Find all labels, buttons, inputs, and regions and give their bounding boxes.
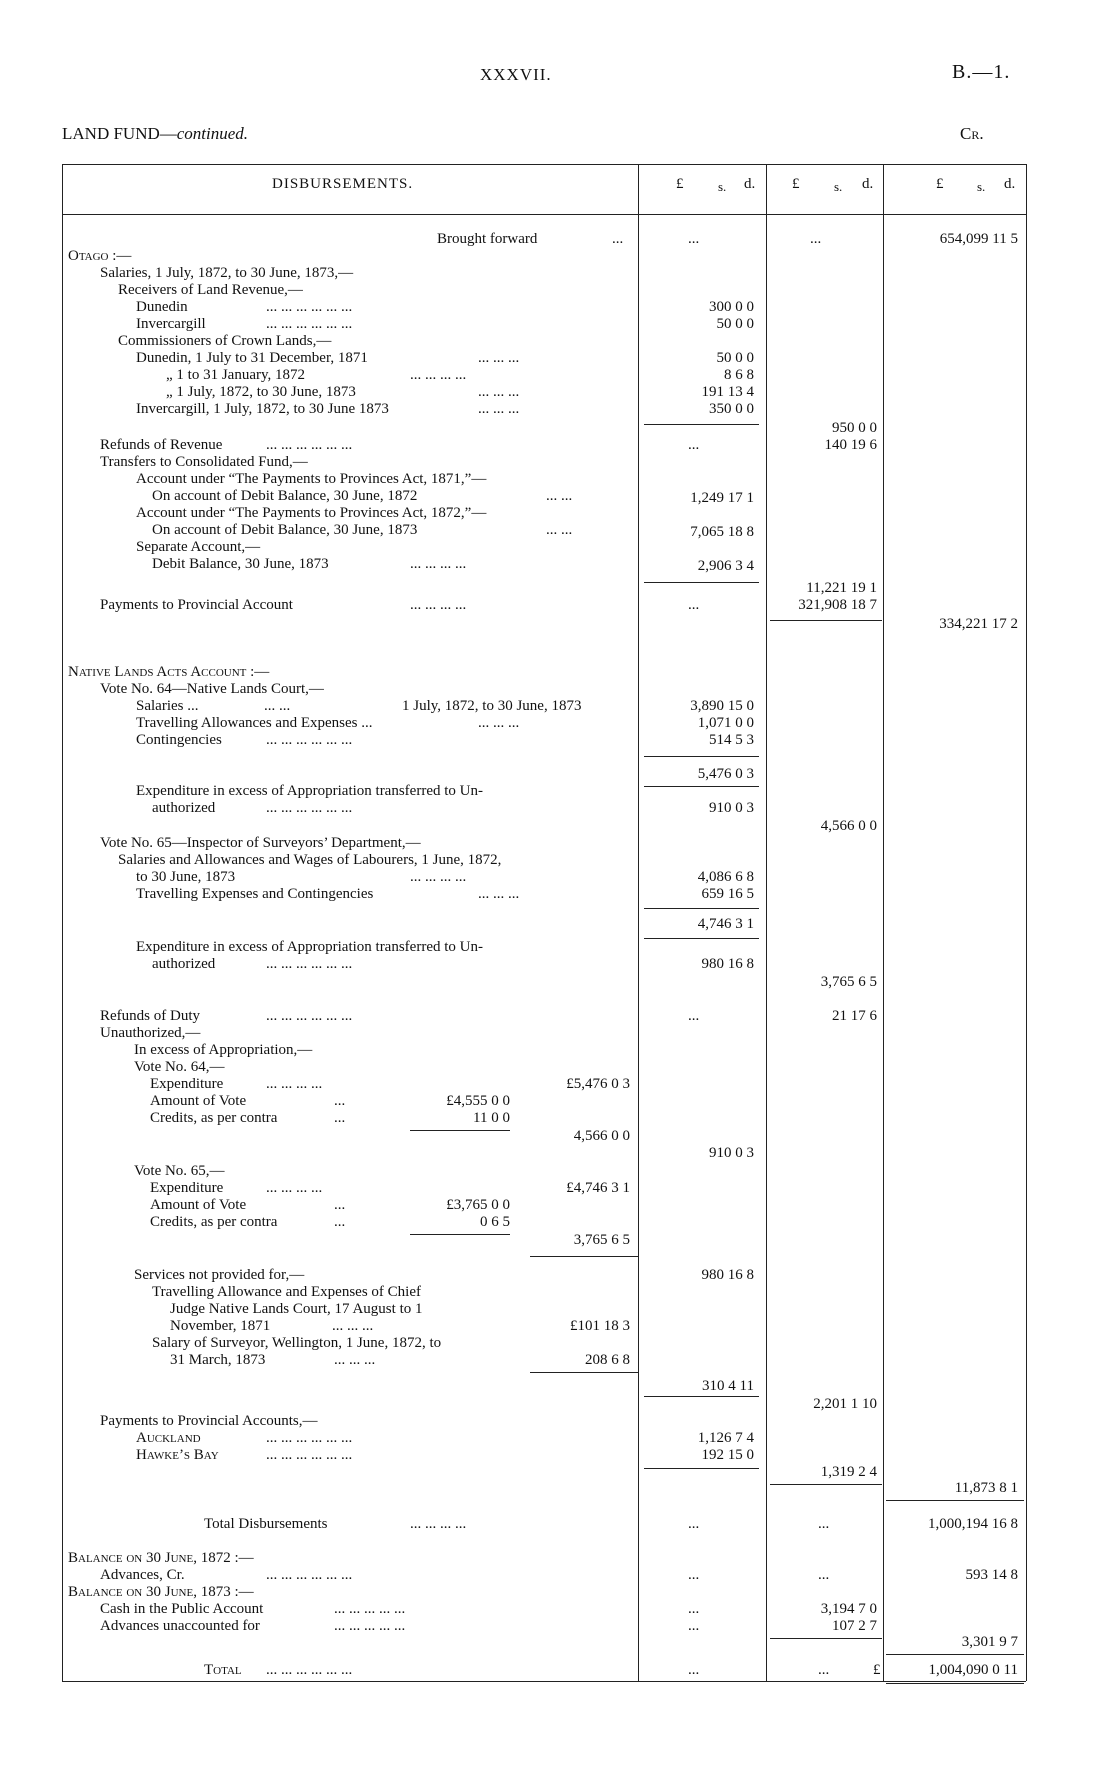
- amount: 107 2 7: [832, 1618, 877, 1634]
- line-label: Hawke’s Bay: [136, 1447, 219, 1463]
- amount: 3,301 9 7: [961, 1634, 1018, 1650]
- col1-dots: ...: [688, 1516, 700, 1532]
- leader-dots: ... ... ... ... ...: [334, 1601, 406, 1617]
- line-label: Account under “The Payments to Provinces Act, 1871,”—: [136, 471, 487, 487]
- subtotal-rule: [530, 1256, 638, 1257]
- leader-dots: ... ... ... ... ... ...: [266, 1662, 353, 1678]
- leader-dots: ... ... ... ...: [266, 1180, 323, 1196]
- subtotal-rule: [886, 1654, 1024, 1655]
- line-label: Vote No. 65,—: [134, 1163, 225, 1179]
- section-heading-native-lands: Native Lands Acts Account :—: [68, 664, 270, 680]
- subtotal-rule: [644, 1396, 759, 1397]
- leader-dots: ... ... ... ... ... ...: [266, 800, 353, 816]
- col1-d-header: d.: [744, 176, 756, 192]
- col1-dots: ...: [688, 231, 700, 247]
- line-label: Refunds of Revenue: [100, 437, 223, 453]
- line-label: 31 March, 1873: [170, 1352, 266, 1368]
- leader-dots: ... ... ... ... ... ...: [266, 1567, 353, 1583]
- col1-pound-header: £: [676, 176, 684, 192]
- column-divider-2: [766, 164, 767, 1681]
- leader-dots: ... ... ... ...: [410, 367, 467, 383]
- col3-d-header: d.: [1004, 176, 1016, 192]
- line-label: Services not provided for,—: [134, 1267, 305, 1283]
- amount: 4,746 3 1: [697, 916, 754, 932]
- amount: £4,746 3 1: [566, 1180, 630, 1196]
- line-label: Expenditure in excess of Appropriation transferred to Un-: [136, 783, 483, 799]
- grand-total-pound-sign: £: [873, 1662, 881, 1678]
- amount: 300 0 0: [709, 299, 754, 315]
- leader-dots: ... ... ...: [478, 715, 520, 731]
- leader-dots: ... ... ... ...: [410, 869, 467, 885]
- line-label: Vote No. 65—Inspector of Surveyors’ Department,—: [100, 835, 421, 851]
- col3-s-header: s.: [977, 179, 986, 194]
- column-header-description: DISBURSEMENTS.: [272, 176, 414, 192]
- subtotal-rule: [770, 1484, 882, 1485]
- leader-dots: ... ...: [546, 522, 573, 538]
- page-number: XXXVII.: [480, 65, 552, 84]
- line-label: Travelling Allowance and Expenses of Chief: [152, 1284, 421, 1300]
- line-label: authorized: [152, 956, 216, 972]
- amount: £4,555 0 0: [446, 1093, 510, 1109]
- amount: 21 17 6: [832, 1008, 877, 1024]
- col1-dots: ...: [688, 1618, 700, 1634]
- amount: 910 0 3: [709, 800, 754, 816]
- amount: 8 6 8: [724, 367, 754, 383]
- col2-dots: ...: [818, 1516, 830, 1532]
- line-label: Travelling Expenses and Contingencies: [136, 886, 374, 902]
- col1-dots: ...: [688, 437, 700, 453]
- amount: 3,765 6 5: [820, 974, 877, 990]
- line-label: November, 1871: [170, 1318, 271, 1334]
- table-header-rule: [62, 214, 1026, 215]
- line-label: Transfers to Consolidated Fund,—: [100, 454, 308, 470]
- leader-dots: ... ... ...: [478, 886, 520, 902]
- amount: 659 16 5: [701, 886, 754, 902]
- amount: 3,765 6 5: [573, 1232, 630, 1248]
- amount: 1,071 0 0: [697, 715, 754, 731]
- line-label: Contingencies: [136, 732, 222, 748]
- col1-dots: ...: [688, 597, 700, 613]
- leader-dots: ... ... ...: [478, 350, 520, 366]
- line-label: Travelling Allowances and Expenses ...: [136, 715, 373, 731]
- amount: 2,201 1 10: [813, 1396, 877, 1412]
- line-label: Auckland: [136, 1430, 201, 1446]
- leader-dots: ... ... ... ... ... ...: [266, 732, 353, 748]
- line-label: Invercargill: [136, 316, 206, 332]
- leader-dots: ... ... ... ...: [410, 597, 467, 613]
- subtotal-rule: [886, 1500, 1024, 1501]
- page-title-continued: continued.: [176, 124, 249, 143]
- amount: 4,566 0 0: [820, 818, 877, 834]
- line-label: On account of Debit Balance, 30 June, 1872: [152, 488, 418, 504]
- line-label: Expenditure: [150, 1180, 224, 1196]
- col2-dots: ...: [818, 1662, 830, 1678]
- line-label: Refunds of Duty: [100, 1008, 200, 1024]
- amount: 910 0 3: [709, 1145, 754, 1161]
- subtotal-rule: [644, 756, 759, 757]
- brought-forward-amount: 654,099 11 5: [939, 231, 1018, 247]
- line-label: 1 July, 1872, to 30 June, 1873: [402, 698, 582, 714]
- subtotal-rule: [644, 1468, 759, 1469]
- line-label: Receivers of Land Revenue,—: [118, 282, 303, 298]
- amount: 4,086 6 8: [697, 869, 754, 885]
- leader-dots: ... ...: [264, 698, 291, 714]
- amount: 140 19 6: [824, 437, 877, 453]
- amount: 350 0 0: [709, 401, 754, 417]
- line-label: On account of Debit Balance, 30 June, 1873: [152, 522, 418, 538]
- col1-dots: ...: [688, 1601, 700, 1617]
- grand-total-label: Total: [204, 1662, 242, 1678]
- line-label: Debit Balance, 30 June, 1873: [152, 556, 329, 572]
- grand-total-double-rule: [886, 1681, 1024, 1684]
- line-label: Invercargill, 1 July, 1872, to 30 June 1873: [136, 401, 389, 417]
- leader-dots: ... ... ... ... ... ...: [266, 1430, 353, 1446]
- leader-dots: ... ... ... ...: [410, 1516, 467, 1532]
- col2-dots: ...: [810, 231, 822, 247]
- leader-dots: ... ... ...: [478, 401, 520, 417]
- leader-dots: ...: [334, 1214, 346, 1230]
- line-label: Vote No. 64—Native Lands Court,—: [100, 681, 324, 697]
- amount: £3,765 0 0: [446, 1197, 510, 1213]
- line-label: Expenditure in excess of Appropriation transferred to Un-: [136, 939, 483, 955]
- page-title: [62, 125, 248, 142]
- leader-dots: ... ... ... ... ...: [334, 1618, 406, 1634]
- line-label: Advances, Cr.: [100, 1567, 185, 1583]
- line-label: Salary of Surveyor, Wellington, 1 June, 1872, to: [152, 1335, 442, 1351]
- amount: 1,319 2 4: [820, 1464, 877, 1480]
- subtotal-rule: [644, 424, 759, 425]
- col2-pound-header: £: [792, 176, 800, 192]
- leader-dots: ... ... ... ... ... ...: [266, 1447, 353, 1463]
- page-title-main: LAND FUND—: [62, 124, 177, 143]
- line-label: Salaries, 1 July, 1872, to 30 June, 1873,—: [100, 265, 354, 281]
- table-bottom-border: [62, 1681, 1026, 1682]
- amount: 1,126 7 4: [697, 1430, 754, 1446]
- amount: 980 16 8: [701, 1267, 754, 1283]
- line-label: Commissioners of Crown Lands,—: [118, 333, 332, 349]
- subtotal-rule: [530, 1372, 638, 1373]
- table-right-border: [1026, 164, 1027, 1681]
- section-heading-balance-1873: Balance on 30 June, 1873 :—: [68, 1584, 254, 1600]
- leader-dots: ... ... ... ... ... ...: [266, 437, 353, 453]
- amount: 3,194 7 0: [820, 1601, 877, 1617]
- col3-pound-header: £: [936, 176, 944, 192]
- line-label: Dunedin: [136, 299, 188, 315]
- leader-dots: ... ... ...: [478, 384, 520, 400]
- amount: 0 6 5: [480, 1214, 510, 1230]
- leader-dots: ...: [612, 231, 624, 247]
- leader-dots: ... ...: [546, 488, 573, 504]
- line-label: Salaries ...: [136, 698, 199, 714]
- line-label: Judge Native Lands Court, 17 August to 1: [170, 1301, 423, 1317]
- column-divider-3: [883, 164, 884, 1681]
- line-label: „ 1 July, 1872, to 30 June, 1873: [166, 384, 356, 400]
- amount: 4,566 0 0: [573, 1128, 630, 1144]
- amount: 11,873 8 1: [954, 1480, 1018, 1496]
- subtotal-rule: [644, 786, 759, 787]
- col2-s-header: s.: [834, 179, 843, 194]
- leader-dots: ...: [334, 1197, 346, 1213]
- line-label: Separate Account,—: [136, 539, 261, 555]
- amount: 310 4 11: [702, 1378, 754, 1394]
- amount: 192 15 0: [701, 1447, 754, 1463]
- amount: 514 5 3: [709, 732, 754, 748]
- leader-dots: ... ... ...: [332, 1318, 374, 1334]
- amount: 50 0 0: [716, 350, 754, 366]
- section-heading-otago: Otago :—: [68, 248, 132, 264]
- amount: £101 18 3: [570, 1318, 630, 1334]
- line-label: Cash in the Public Account: [100, 1601, 264, 1617]
- brought-forward-label: Brought forward: [437, 231, 538, 247]
- line-label: In excess of Appropriation,—: [134, 1042, 313, 1058]
- line-label: Dunedin, 1 July to 31 December, 1871: [136, 350, 368, 366]
- amount: 3,890 15 0: [690, 698, 754, 714]
- amount: 208 6 8: [585, 1352, 630, 1368]
- section-heading-balance-1872: Balance on 30 June, 1872 :—: [68, 1550, 254, 1566]
- total-disbursements-amount: 1,000,194 16 8: [928, 1516, 1018, 1532]
- subtotal-rule: [644, 908, 759, 909]
- leader-dots: ... ... ... ... ... ...: [266, 299, 353, 315]
- amount: 11 0 0: [473, 1110, 510, 1126]
- amount: 5,476 0 3: [697, 766, 754, 782]
- amount: 11,221 19 1: [806, 580, 877, 596]
- leader-dots: ... ... ... ... ... ...: [266, 1008, 353, 1024]
- amount: 980 16 8: [701, 956, 754, 972]
- col2-dots: ...: [818, 1567, 830, 1583]
- line-label: Expenditure: [150, 1076, 224, 1092]
- line-label: Payments to Provincial Accounts,—: [100, 1413, 318, 1429]
- subtotal-rule: [770, 1638, 882, 1639]
- line-label: Vote No. 64,—: [134, 1059, 225, 1075]
- line-label: Credits, as per contra: [150, 1110, 278, 1126]
- amount: 334,221 17 2: [939, 616, 1018, 632]
- amount: 1,249 17 1: [690, 490, 754, 506]
- amount: 2,906 3 4: [697, 558, 754, 574]
- col1-dots: ...: [688, 1662, 700, 1678]
- line-label: Salaries and Allowances and Wages of Labourers, 1 June, 1872,: [118, 852, 502, 868]
- subtotal-rule: [770, 620, 882, 621]
- leader-dots: ... ... ... ... ... ...: [266, 956, 353, 972]
- leader-dots: ...: [334, 1093, 346, 1109]
- leader-dots: ... ... ... ...: [266, 1076, 323, 1092]
- col1-s-header: s.: [718, 179, 727, 194]
- col1-dots: ...: [688, 1008, 700, 1024]
- line-label: Advances unaccounted for: [100, 1618, 260, 1634]
- line-label: Credits, as per contra: [150, 1214, 278, 1230]
- side-label: Cr.: [960, 124, 984, 143]
- line-label: Amount of Vote: [150, 1197, 247, 1213]
- line-label: Unauthorized,—: [100, 1025, 201, 1041]
- amount: 50 0 0: [716, 316, 754, 332]
- table-left-border: [62, 164, 63, 1681]
- amount: £5,476 0 3: [566, 1076, 630, 1092]
- line-label: authorized: [152, 800, 216, 816]
- leader-dots: ... ... ... ... ... ...: [266, 316, 353, 332]
- amount: 7,065 18 8: [690, 524, 754, 540]
- line-label: „ 1 to 31 January, 1872: [166, 367, 305, 383]
- subtotal-rule: [644, 582, 759, 583]
- leader-dots: ...: [334, 1110, 346, 1126]
- amount: 321,908 18 7: [798, 597, 877, 613]
- line-label: Payments to Provincial Account: [100, 597, 293, 613]
- grand-total-amount: 1,004,090 0 11: [928, 1662, 1018, 1678]
- table-top-border: [62, 164, 1026, 165]
- col1-dots: ...: [688, 1567, 700, 1583]
- line-label: Amount of Vote: [150, 1093, 247, 1109]
- leader-dots: ... ... ... ...: [410, 556, 467, 572]
- doc-reference: B.—1.: [952, 61, 1011, 83]
- total-disbursements-label: Total Disbursements: [204, 1516, 328, 1532]
- col2-d-header: d.: [862, 176, 874, 192]
- line-label: to 30 June, 1873: [136, 869, 236, 885]
- subtotal-rule: [644, 938, 759, 939]
- amount: 950 0 0: [832, 420, 877, 436]
- amount: 593 14 8: [965, 1567, 1018, 1583]
- leader-dots: ... ... ...: [334, 1352, 376, 1368]
- amount: 191 13 4: [701, 384, 754, 400]
- line-label: Account under “The Payments to Provinces Act, 1872,”—: [136, 505, 487, 521]
